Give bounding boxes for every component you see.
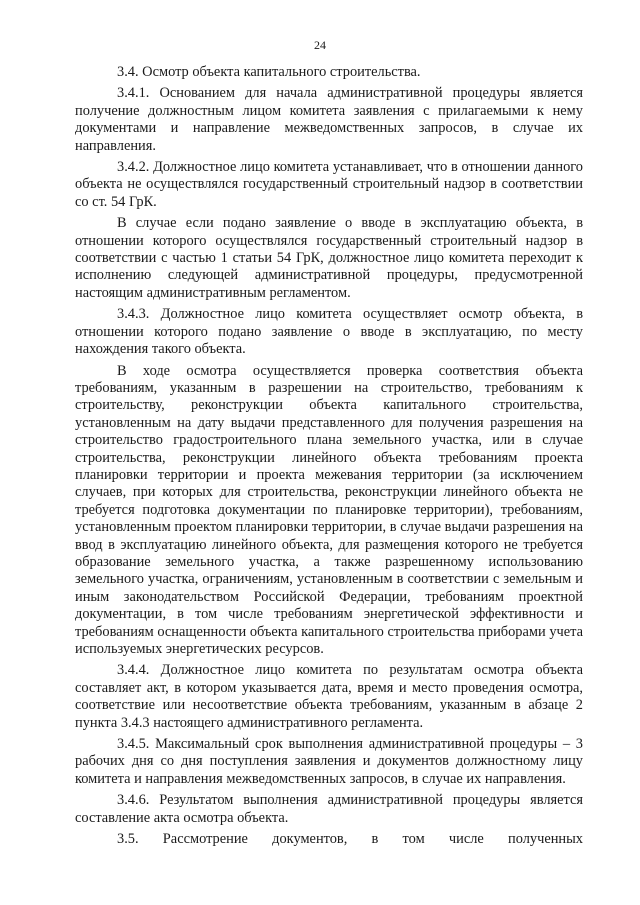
- paragraph-3-4-5: 3.4.5. Максимальный срок выполнения административной процедуры – 3 рабочих дня со дня поступления заявления и документов должностному лицу комитета и направления межведомственных запросов, в случае их направления.: [75, 736, 583, 787]
- paragraph-3-5: 3.5. Рассмотрение документов, в том числе полученных: [117, 831, 583, 848]
- paragraph-3-4-3: 3.4.3. Должностное лицо комитета осуществляет осмотр объекта, в отношении которого подано заявление о вводе в эксплуатацию, по месту нахождения такого объекта.: [75, 306, 583, 358]
- page-number: 24: [314, 38, 326, 52]
- document-body: [75, 64, 583, 852]
- paragraph-3-4-2: 3.4.2. Должностное лицо комитета устанавливает, что в отношении данного объекта не осуществлялся государственный строительный надзор в соответствии со ст. 54 ГрК.: [75, 159, 583, 210]
- paragraph-state-supervision: В случае если подано заявление о вводе в эксплуатацию объекта, в отношении которого осуществлялся государственный строительный надзор в соответствии с частью 1 статьи 54 ГрК, должностное лицо комитета переходит к исполнению следующей административной процедуры, предусмотренной настоящим административным регламентом.: [75, 215, 583, 301]
- paragraph-3-4-1: 3.4.1. Основанием для начала административной процедуры является получение должностным лицом комитета заявления с прилагаемыми к нему документами и направление межведомственных запросов, в случае их направления.: [75, 85, 583, 154]
- paragraph-3-4-6: 3.4.6. Результатом выполнения административной процедуры является составление акта осмотра объекта.: [75, 792, 583, 826]
- section-heading-3-4: 3.4. Осмотр объекта капитального строительства.: [117, 64, 421, 80]
- paragraph-inspection-check: В ходе осмотра осуществляется проверка соответствия объекта требованиям, указанным в разрешении на строительство, требованиям к строительству, реконструкции объекта капитального строительства, установленным на дату выдачи представленного для получения разрешения на строительство градостроительного плана земельного участка, или в случае строительства, реконструкции линейного объекта требованиям проекта планировки территории и проекта межевания территории (за исключением случаев, при которых для строительства, реконструкции линейного объекта не требуется подготовка документации по планировке территории), требованиям, установленным проектом планировки территории, в случае выдачи разрешения на ввод в эксплуатацию линейного объекта, для размещения которого не требуется образование земельного участка, а также разрешенному использованию земельного участка, ограничениям, установленным в соответствии с земельным и иным законодательством Российской Федерации, требованиям проектной документации, в том числе требованиям энергетической эффективности и требованиям оснащенности объекта капитального строительства приборами учета используемых энергетических ресурсов.: [75, 362, 583, 657]
- paragraph-3-4-4: 3.4.4. Должностное лицо комитета по результатам осмотра объекта составляет акт, в котором указывается дата, время и место проведения осмотра, соответствие или несоответствие объекта требованиям, указанным в абзаце 2 пункта 3.4.3 настоящего административного регламента.: [75, 662, 583, 731]
